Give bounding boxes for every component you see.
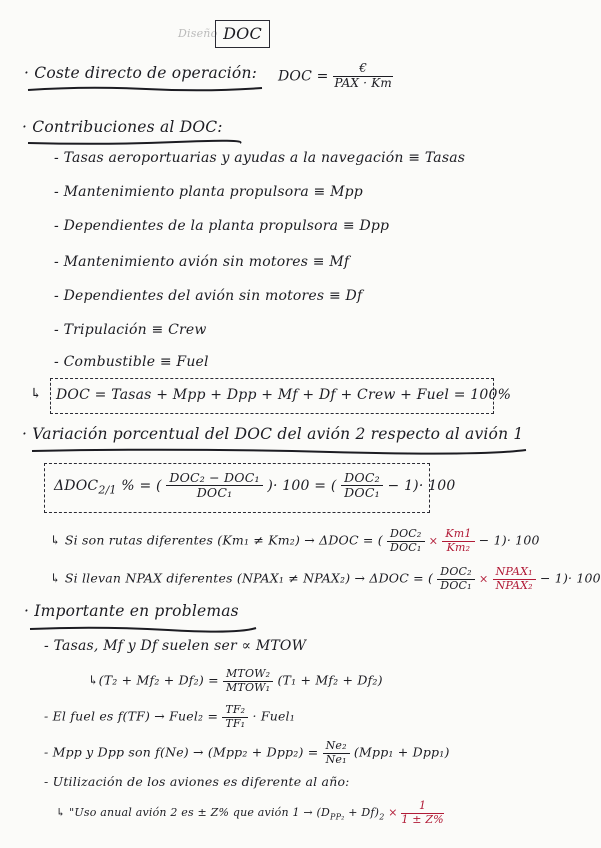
list-item: - Mantenimiento avión sin motores ≡ Mf <box>54 254 350 270</box>
fraction-denominator: MTOW₁ <box>225 680 271 694</box>
formula-text: (Mpp₁ + Dpp₁) <box>353 744 450 760</box>
fraction-numerator: DOC₂ <box>437 566 474 580</box>
delta-doc-subscript: 2/1 <box>98 483 117 497</box>
bullet: · <box>24 602 30 620</box>
fraction-denominator: DOC₁ <box>390 540 422 554</box>
formula-text: + Df) <box>348 806 380 820</box>
fraction-denominator: TF₁ <box>225 716 246 730</box>
fraction-numerator: DOC₂ <box>387 528 424 542</box>
section-coste-directo <box>24 64 257 82</box>
section-importante <box>24 602 239 620</box>
section-variacion <box>22 425 523 443</box>
underline-stroke <box>26 84 266 94</box>
fraction <box>437 566 474 592</box>
formula-text: - El fuel es f(TF) → Fuel₂ = <box>44 708 219 724</box>
formula-text: (T₁ + Mf₂ + Df₂) <box>277 672 383 688</box>
formula-text: ↳(T₂ + Mf₂ + Df₂) = <box>88 672 219 688</box>
list-item: - Dependientes de la planta propulsora ≡ Dpp <box>54 218 390 234</box>
section-label: Coste directo de operación: <box>34 64 258 82</box>
fraction-numerator: Ne₂ <box>323 740 350 754</box>
doc-definition <box>278 62 393 91</box>
fraction-numerator: Km1 <box>442 528 474 542</box>
delta-doc-lhs: ΔDOC <box>54 477 99 494</box>
section-label: Contribuciones al DOC: <box>32 118 223 136</box>
red-fraction <box>442 528 474 554</box>
routes-note <box>50 528 540 554</box>
subscript: PP₂ <box>330 812 345 822</box>
fraction-numerator: NPAX₁ <box>493 566 536 580</box>
doc-sum-formula: DOC = Tasas + Mpp + Dpp + Mf + Df + Crew + Fuel = 100% <box>56 387 512 403</box>
formula-text: − 1)· 100 <box>387 477 456 494</box>
section-contribuciones <box>22 118 223 136</box>
underline-stroke <box>26 138 244 148</box>
fraction-numerator: € <box>333 62 393 77</box>
red-fraction <box>401 800 444 826</box>
formula-text: ↳ "Uso anual avión 2 es ± Z% que avión 1 → (D <box>56 806 330 820</box>
formula-text: − 1)· 100 <box>539 570 601 586</box>
fraction <box>323 740 350 766</box>
list-item: - Mantenimiento planta propulsora ≡ Mpp <box>54 184 363 200</box>
list-item: - Combustible ≡ Fuel <box>54 354 209 370</box>
list-item: - Tripulación ≡ Crew <box>54 322 207 338</box>
fraction-denominator: DOC₁ <box>196 485 233 501</box>
underline-stroke <box>28 624 260 634</box>
red-fraction <box>493 566 536 592</box>
subscript: 2 <box>379 812 385 822</box>
mtow-formula <box>88 668 383 694</box>
fraction-denominator: PAX · Km <box>334 75 392 90</box>
fraction-denominator: DOC₁ <box>440 578 472 592</box>
page-title: DOC <box>215 20 270 48</box>
utilizacion-note: - Utilización de los aviones es diferente al año: <box>44 774 350 789</box>
fraction-denominator: Ne₁ <box>325 752 347 766</box>
formula-text: ↳ Si son rutas diferentes (Km₁ ≠ Km₂) → ΔDOC = ( <box>50 532 383 548</box>
fraction <box>341 471 383 501</box>
bullet: · <box>22 425 28 443</box>
arrow-glyph: ↳ <box>30 386 42 402</box>
list-item: - Dependientes del avión sin motores ≡ Df <box>54 288 363 304</box>
times-sign: × <box>388 806 398 820</box>
bullet: · <box>22 118 28 136</box>
mpp-formula <box>44 740 450 766</box>
formula-text: )· 100 = ( <box>267 477 337 494</box>
times-sign: × <box>428 534 439 548</box>
fraction <box>223 668 273 694</box>
uso-anual-formula <box>56 800 444 826</box>
doc-fraction <box>333 62 393 91</box>
fraction-numerator: MTOW₂ <box>223 668 273 682</box>
bullet: · <box>24 64 30 82</box>
fraction <box>166 471 262 501</box>
section-label: Importante en problemas <box>34 602 239 620</box>
delta-doc-formula <box>54 471 455 501</box>
fraction-numerator: 1 <box>401 800 444 814</box>
list-item: - Tasas aeroportuarias y ayudas a la navegación ≡ Tasas <box>54 150 466 166</box>
formula-text: - Mpp y Dpp son f(Ne) → (Mpp₂ + Dpp₂) = <box>44 744 319 760</box>
fraction <box>222 704 248 730</box>
formula-text: · Fuel₁ <box>252 708 295 724</box>
npax-note <box>50 566 601 592</box>
formula-text: − 1)· 100 <box>478 532 540 548</box>
doc-lhs: DOC = <box>278 68 329 85</box>
fuel-formula <box>44 704 295 730</box>
fraction-denominator: NPAX₂ <box>495 578 533 592</box>
section-label: Variación porcentual del DOC del avión 2 respecto al avión 1 <box>32 425 524 443</box>
formula-text: % = ( <box>121 477 162 494</box>
underline-stroke <box>30 446 530 456</box>
faint-heading-text: Diseño <box>178 27 218 40</box>
fraction-denominator: 1 ± Z% <box>401 812 444 826</box>
times-sign: × <box>478 572 489 586</box>
formula-text: ↳ Si llevan NPAX diferentes (NPAX₁ ≠ NPAX₂) → ΔDOC = ( <box>50 570 434 586</box>
fraction-denominator: Km₂ <box>446 540 471 554</box>
fraction-numerator: TF₂ <box>222 704 248 718</box>
fraction-numerator: DOC₂ <box>341 471 383 486</box>
fraction-denominator: DOC₁ <box>344 485 380 501</box>
fraction-numerator: DOC₂ − DOC₁ <box>166 471 262 486</box>
fraction <box>387 528 424 554</box>
tasas-note: - Tasas, Mf y Df suelen ser ∝ MTOW <box>44 638 307 654</box>
